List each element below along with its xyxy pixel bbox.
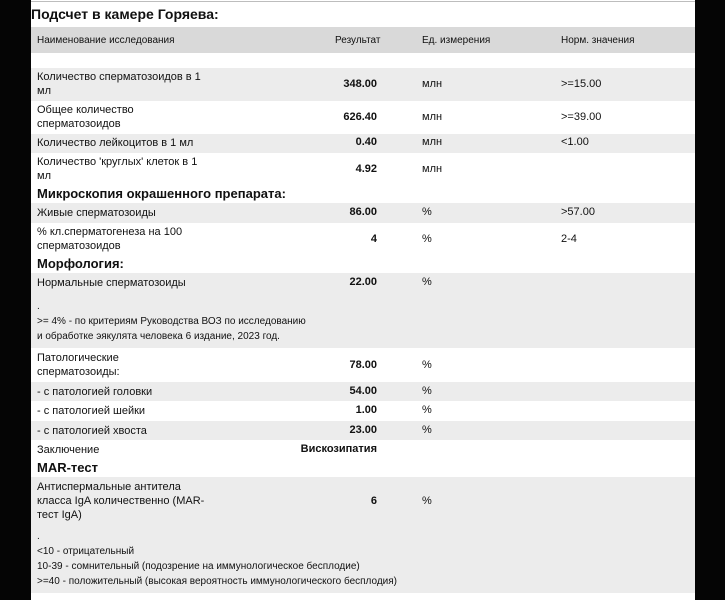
row-name: Общее количество сперматозоидов <box>37 104 134 130</box>
row-name: - с патологией головки <box>37 386 153 398</box>
table-row <box>31 477 695 593</box>
row-value: 86.00 <box>349 206 377 218</box>
section-title-goryaev: Подсчет в камере Горяева: <box>31 6 219 22</box>
row-value: 54.00 <box>349 385 377 397</box>
section-heading-morphology: Морфология: <box>37 256 124 271</box>
row-name: % кл.сперматогенеза на 100 сперматозоидов <box>37 226 183 252</box>
row-unit: млн <box>422 136 443 148</box>
morphology-norm-note: . >= 4% - по критериям Руководства ВОЗ по исследованию и обработке эякулята человека 6 издание, 2023 год. <box>37 301 306 342</box>
table-row <box>31 382 695 401</box>
row-unit: млн <box>422 78 443 90</box>
row-value: 78.00 <box>349 359 377 371</box>
row-unit: % <box>422 385 432 397</box>
row-value: 0.40 <box>355 136 377 148</box>
row-value: 4 <box>370 233 377 245</box>
row-name: Заключение <box>37 444 100 456</box>
header-unit: Ед. измерения <box>422 35 491 46</box>
table-header <box>31 27 695 53</box>
row-value: 22.00 <box>349 276 377 288</box>
row-norm: >57.00 <box>561 206 595 218</box>
row-norm: >=39.00 <box>561 111 602 123</box>
row-unit: % <box>422 424 432 436</box>
row-unit: % <box>422 495 432 507</box>
row-unit: % <box>422 276 432 288</box>
table-row <box>31 68 695 101</box>
row-unit: млн <box>422 111 443 123</box>
row-name: Патологические сперматозоиды: <box>37 352 120 378</box>
row-unit: % <box>422 233 432 245</box>
row-value: 348.00 <box>343 78 377 90</box>
row-value: 626.40 <box>343 111 377 123</box>
row-name: - с патологией шейки <box>37 405 146 417</box>
row-value: 6 <box>370 495 377 507</box>
header-norm: Норм. значения <box>561 35 635 46</box>
conclusion-row <box>31 440 695 459</box>
table-row <box>31 273 695 348</box>
row-value: 1.00 <box>355 404 377 416</box>
row-unit: млн <box>422 163 443 175</box>
row-name: Количество 'круглых' клеток в 1 мл <box>37 156 198 182</box>
table-row <box>31 153 695 185</box>
mar-norm-note: . <10 - отрицательный 10-39 - сомнительный (подозрение на иммунологическое бесплодие) >=40 - положительный (высокая вероятность иммунологического бесплодия) <box>37 531 398 587</box>
lab-report-page <box>31 0 695 600</box>
row-norm: <1.00 <box>561 136 589 148</box>
row-unit: % <box>422 359 432 371</box>
row-name: Количество лейкоцитов в 1 мл <box>37 137 194 149</box>
table-row <box>31 348 695 382</box>
row-name: Количество сперматозоидов в 1 мл <box>37 71 201 97</box>
section-heading-mar: MAR-тест <box>37 460 98 475</box>
row-value: 4.92 <box>355 163 377 175</box>
row-unit: % <box>422 206 432 218</box>
row-value: 23.00 <box>349 424 377 436</box>
table-row <box>31 421 695 440</box>
table-row <box>31 223 695 255</box>
table-row <box>31 401 695 421</box>
header-result: Результат <box>335 35 381 46</box>
top-divider <box>31 1 695 2</box>
table-row <box>31 203 695 223</box>
section-heading-microscopy: Микроскопия окрашенного препарата: <box>37 186 286 201</box>
conclusion-value: Вискозипатия <box>300 443 377 455</box>
row-name: Живые сперматозоиды <box>37 207 156 219</box>
row-name: - с патологией хвоста <box>37 425 147 437</box>
row-unit: % <box>422 404 432 416</box>
table-row <box>31 134 695 153</box>
row-norm: 2-4 <box>561 233 577 245</box>
table-row <box>31 101 695 134</box>
row-name: Антиспермальные антитела класса IgA количественно (MAR- тест IgA) <box>37 481 205 521</box>
row-name: Нормальные сперматозоиды <box>37 277 186 289</box>
header-name: Наименование исследования <box>37 35 175 46</box>
row-norm: >=15.00 <box>561 78 602 90</box>
